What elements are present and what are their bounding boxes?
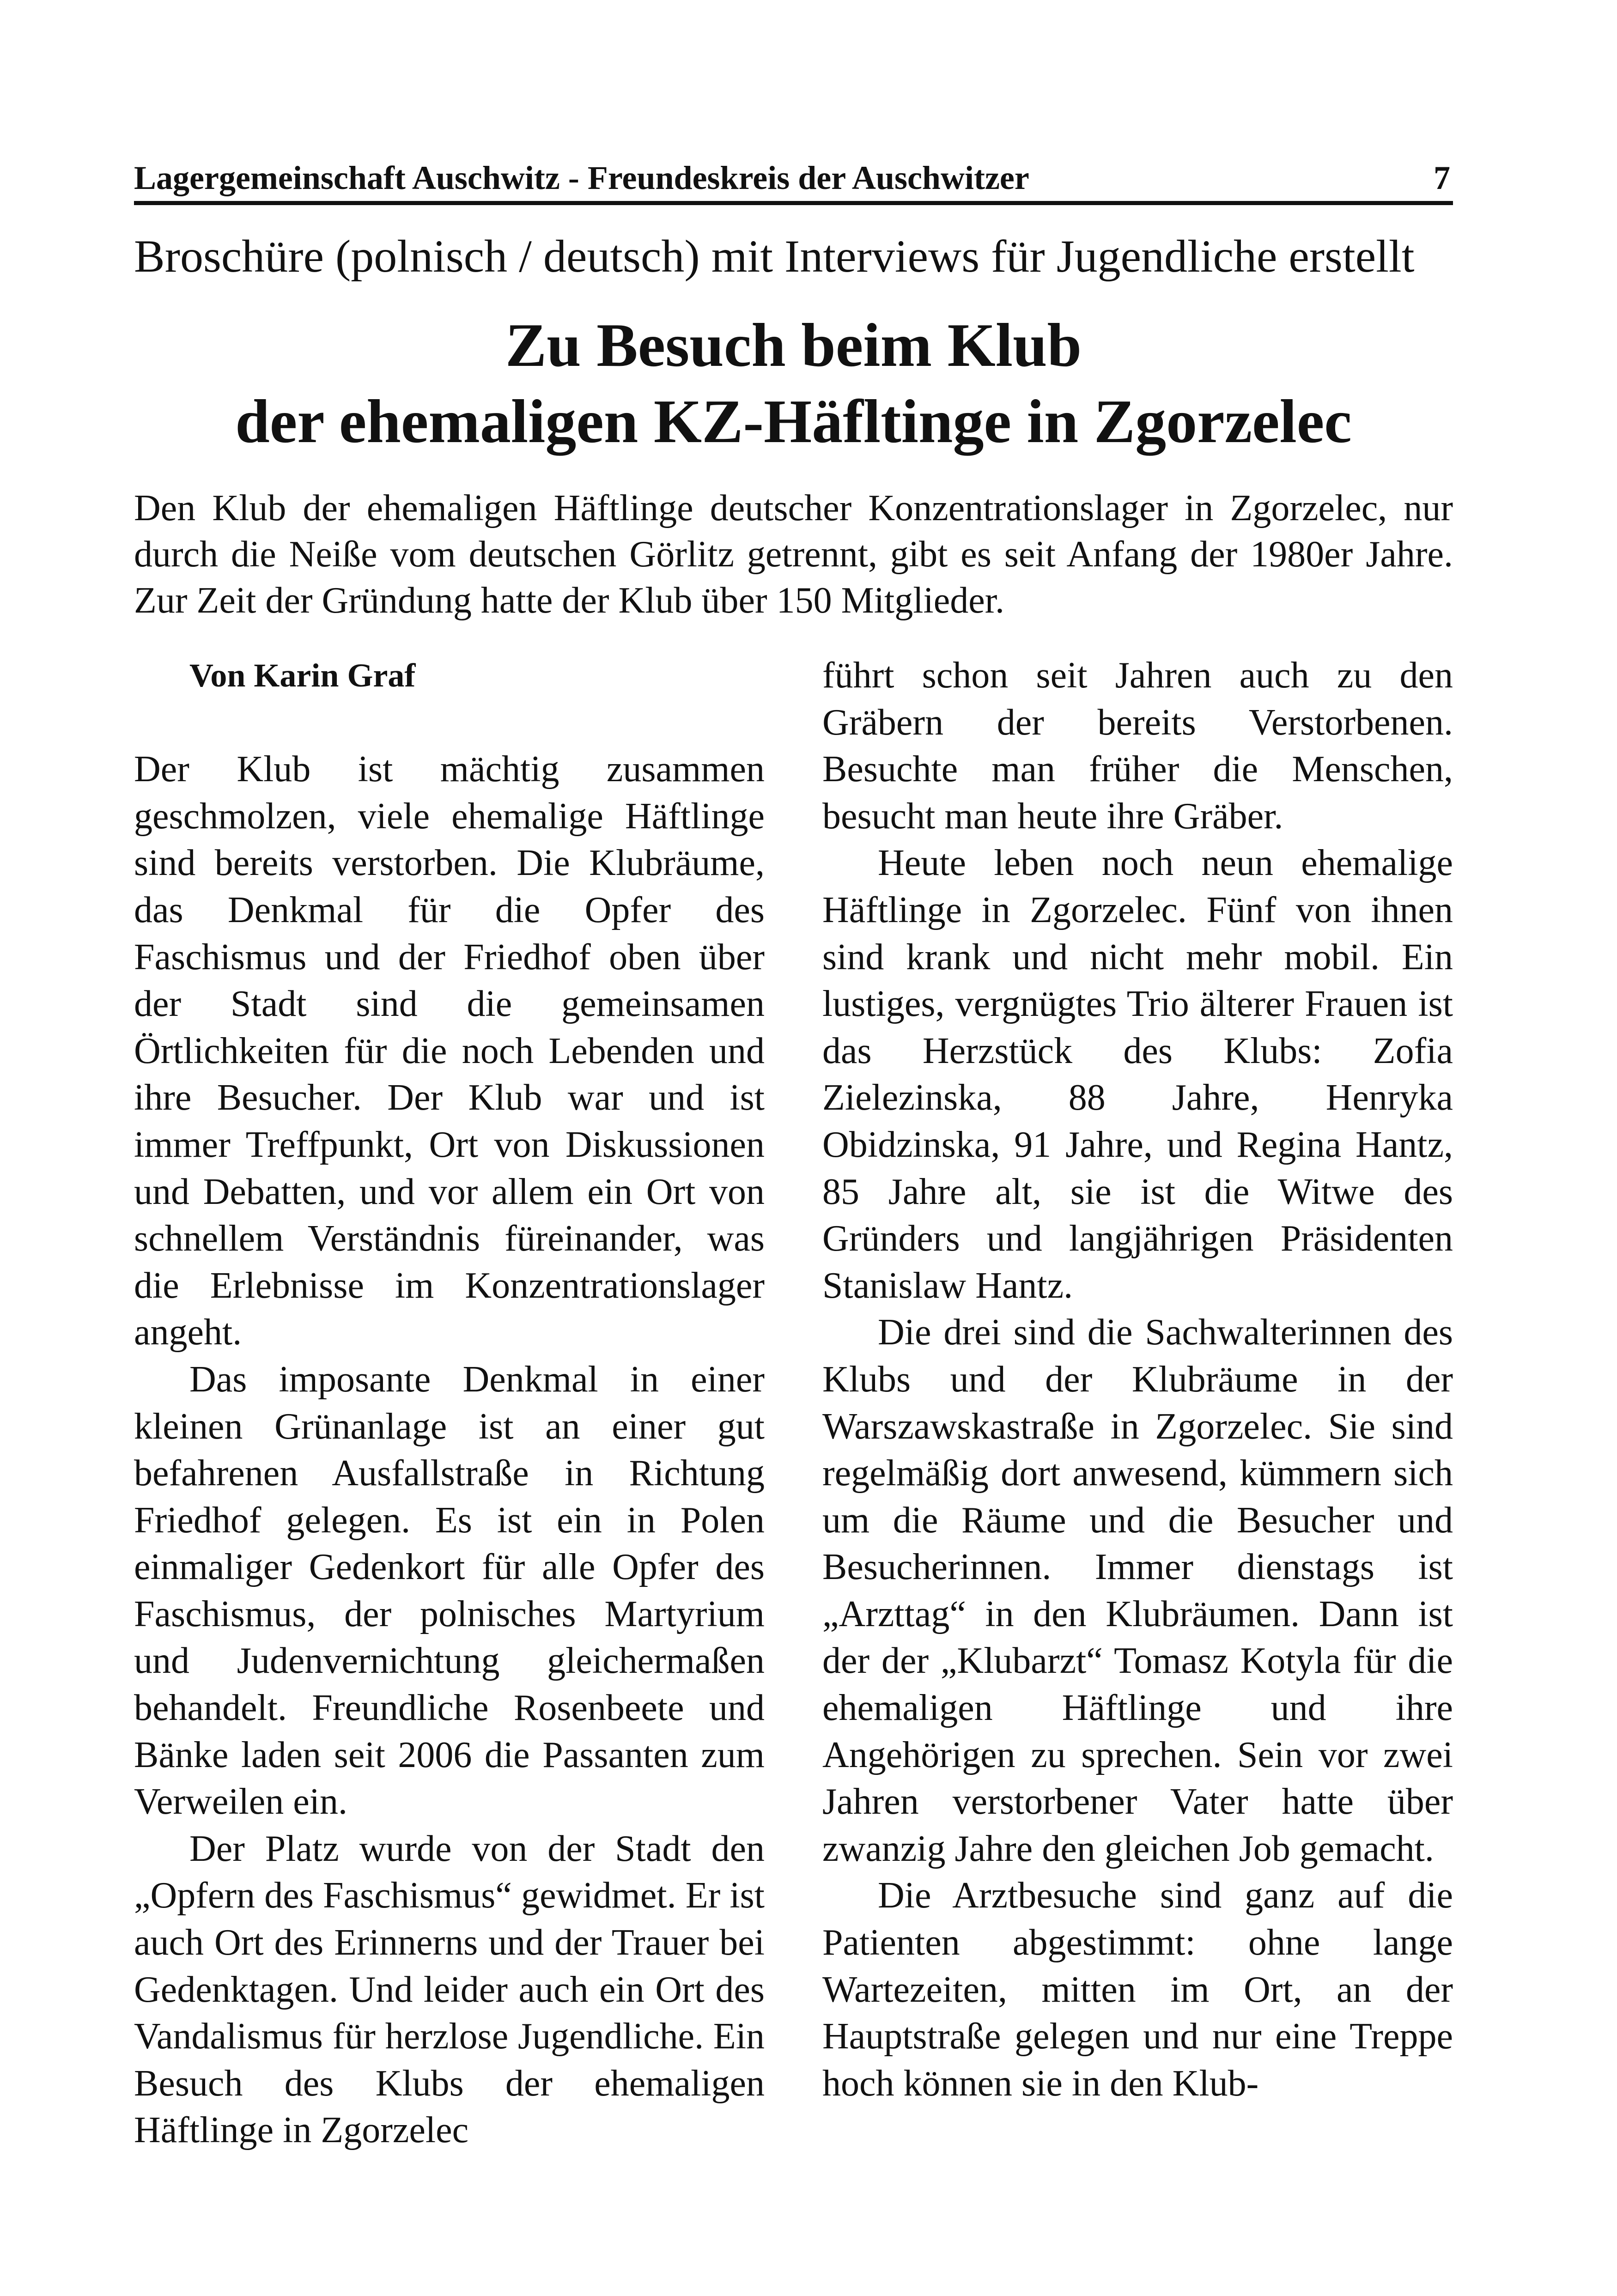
- body-paragraph: führt schon seit Jahren auch zu den Gräbern der bereits Verstorbenen. Besuchte man früher die Menschen, besucht man heute ihre Gräber.: [822, 655, 1453, 837]
- headline-line-2: der ehemaligen KZ-Häfltinge in Zgorzelec: [235, 387, 1352, 456]
- running-title: Lagergemeinschaft Auschwitz - Freundeskreis der Auschwitzer: [134, 159, 1029, 196]
- body-paragraph: Heute leben noch neun ehemalige Häftlinge in Zgorzelec. Fünf von ihnen sind krank und nicht mehr mobil. Ein lustiges, vergnügtes Trio älterer Frauen ist das Herzstück des Klubs: Zofia Zielezinska, 88 Jahre, Henryka Obidzinska, 91 Jahre, und Regina Hantz, 85 Jahre alt, sie ist die Witwe des Gründers und langjährigen Präsidenten Stanislaw Hantz.: [822, 843, 1453, 1306]
- running-header: [134, 155, 1453, 205]
- left-column: [134, 652, 765, 2154]
- headline-line-1: Zu Besuch beim Klub: [505, 311, 1082, 379]
- article-headline: [134, 307, 1453, 460]
- page-number: 7: [1434, 159, 1450, 196]
- article-lead: Den Klub der ehemaligen Häftlinge deutscher Konzentrationslager in Zgorzelec, nur durch die Neiße vom deutschen Görlitz getrennt, gibt es seit Anfang der 1980er Jahre. Zur Zeit der Gründung hatte der Klub über 150 Mitglieder.: [134, 488, 1453, 621]
- body-paragraph: Das imposante Denkmal in einer kleinen Grünanlage ist an einer gut befahrenen Ausfallstraße in Richtung Friedhof gelegen. Es ist ein in Polen einmaliger Gedenkort für alle Opfer des Faschismus, der polnisches Martyrium und Judenvernichtung gleichermaßen behandelt. Freundliche Rosenbeete und Bänke laden seit 2006 die Passanten zum Verweilen ein.: [134, 1359, 765, 1822]
- byline: Von Karin Graf: [189, 657, 416, 694]
- right-column: [822, 652, 1453, 2107]
- body-paragraph: Die Arztbesuche sind ganz auf die Patienten abgestimmt: ohne lange Wartezeiten, mitten im Ort, an der Hauptstraße gelegen und nur eine Treppe hoch können sie in den Klub-: [822, 1875, 1453, 2104]
- body-paragraph: Der Platz wurde von der Stadt den „Opfern des Faschismus“ gewidmet. Er ist auch Ort des Erinnerns und der Trauer bei Gedenktagen. Und leider auch ein Ort des Vandalismus für herzlose Jugendliche. Ein Besuch des Klubs der ehemaligen Häftlinge in Zgorzelec: [134, 1828, 765, 2151]
- body-paragraph: Der Klub ist mächtig zusammen geschmolzen, viele ehemalige Häftlinge sind bereits verstorben. Die Klubräume, das Denkmal für die Opfer des Faschismus und der Friedhof oben über der Stadt sind die gemeinsamen Örtlichkeiten für die noch Lebenden und ihre Besucher. Der Klub war und ist immer Treffpunkt, Ort von Diskussionen und Debatten, und vor allem ein Ort von schnellem Verständnis füreinander, was die Erlebnisse im Konzentrationslager angeht.: [134, 749, 765, 1353]
- body-paragraph: Die drei sind die Sachwalterinnen des Klubs und der Klubräume in der Warszawskastraße in Zgorzelec. Sie sind regelmäßig dort anwesend, kümmern sich um die Räume und die Besucher und Besucherinnen. Immer dienstags ist „Arzttag“ in den Klubräumen. Dann ist der der „Klubarzt“ Tomasz Kotyla für die ehemaligen Häftlinge und ihre Angehörigen zu sprechen. Sein vor zwei Jahren verstorbener Vater hatte über zwanzig Jahre den gleichen Job gemacht.: [822, 1312, 1453, 1869]
- article-kicker: Broschüre (polnisch / deutsch) mit Interviews für Jugendliche erstellt: [134, 231, 1415, 282]
